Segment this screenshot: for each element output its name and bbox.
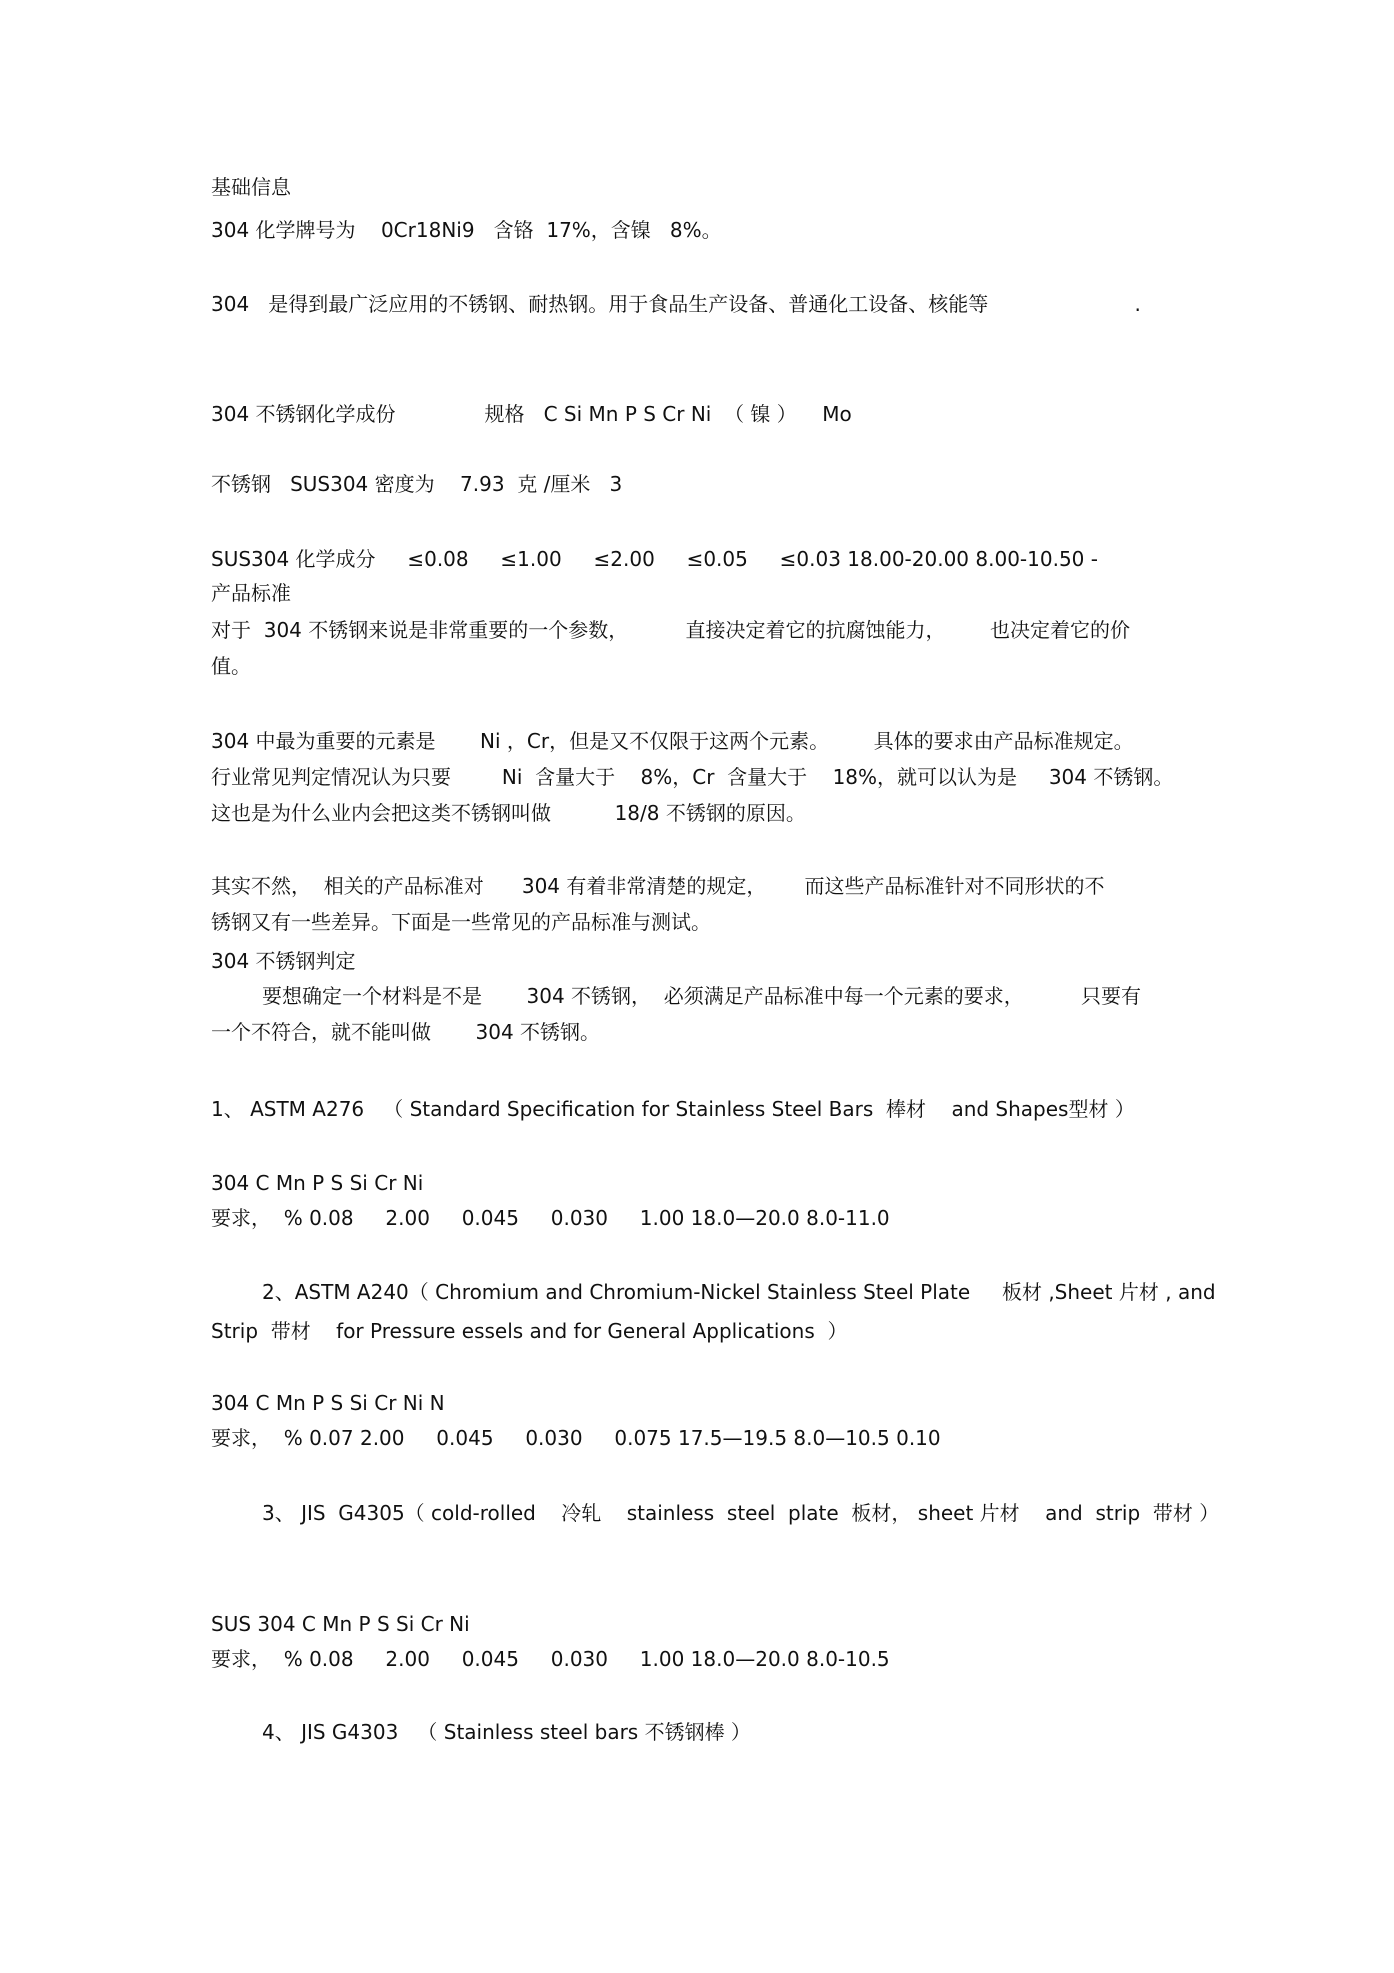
element-list: 304 C Mn P S Si Cr Ni — [211, 1171, 424, 1195]
text-line: 行业常见判定情况认为只要 Ni 含量大于 8%，Cr 含量大于 18%，就可以认为是 304 不锈钢。 — [211, 765, 1174, 789]
text-line: 304 不锈钢化学成份 规格 C Si Mn P S Cr Ni （ 镍 ） Mo — [211, 402, 852, 426]
text-line: Strip 带材 for Pressure essels and for General Applications ） — [211, 1319, 848, 1343]
standard-heading-astm-a240: 2、ASTM A240（ Chromium and Chromium-Nickel Stainless Steel Plate 板材 ,Sheet 片材 , and — [262, 1280, 1216, 1304]
text-line: 值。 — [211, 654, 251, 678]
text-line: 不锈钢 SUS304 密度为 7.93 克 /厘米 3 — [211, 472, 623, 496]
element-list: 304 C Mn P S Si Cr Ni N — [211, 1391, 445, 1415]
element-list: SUS 304 C Mn P S Si Cr Ni — [211, 1612, 470, 1636]
requirement-values: 要求， % 0.07 2.00 0.045 0.030 0.075 17.5—19.5 8.0—10.5 0.10 — [211, 1426, 941, 1450]
standard-heading-astm-a276: 1、 ASTM A276 （ Standard Specification for Stainless Steel Bars 棒材 and Shapes型材 ） — [211, 1097, 1135, 1121]
text-line: 一个不符合，就不能叫做 304 不锈钢。 — [211, 1020, 601, 1044]
text-line: SUS304 化学成分 ≤0.08 ≤1.00 ≤2.00 ≤0.05 ≤0.03 18.00-20.00 8.00-10.50 - — [211, 547, 1098, 571]
text-line: 304 是得到最广泛应用的不锈钢、耐热钢。用于食品生产设备、普通化工设备、核能等 . — [211, 292, 1141, 316]
requirement-values: 要求， % 0.08 2.00 0.045 0.030 1.00 18.0—20.0 8.0-11.0 — [211, 1206, 890, 1230]
requirement-values: 要求， % 0.08 2.00 0.045 0.030 1.00 18.0—20.0 8.0-10.5 — [211, 1647, 890, 1671]
section-heading-product-standard: 产品标准 — [211, 581, 291, 605]
text-line: 对于 304 不锈钢来说是非常重要的一个参数， 直接决定着它的抗腐蚀能力， 也决定着它的价 — [211, 618, 1130, 642]
text-line: 304 中最为重要的元素是 Ni ，Cr，但是又不仅限于这两个元素。 具体的要求由产品标准规定。 — [211, 729, 1134, 753]
text-line: 锈钢又有一些差异。下面是一些常见的产品标准与测试。 — [211, 910, 711, 934]
standard-heading-jis-g4303: 4、 JIS G4303 （ Stainless steel bars 不锈钢棒 ） — [262, 1720, 751, 1744]
text-line: 304 化学牌号为 0Cr18Ni9 含铬 17%，含镍 8%。 — [211, 218, 722, 242]
text-line: 这也是为什么业内会把这类不锈钢叫做 18/8 不锈钢的原因。 — [211, 801, 806, 825]
section-heading-304-judgement: 304 不锈钢判定 — [211, 949, 356, 973]
section-heading-basic-info: 基础信息 — [211, 175, 291, 199]
standard-heading-jis-g4305: 3、 JIS G4305（ cold-rolled 冷轧 stainless steel plate 板材， sheet 片材 and strip 带材 ） — [262, 1501, 1220, 1525]
text-line: 要想确定一个材料是不是 304 不锈钢， 必须满足产品标准中每一个元素的要求， 只要有 — [262, 984, 1141, 1008]
text-line: 其实不然， 相关的产品标准对 304 有着非常清楚的规定， 而这些产品标准针对不同形状的不 — [211, 874, 1105, 898]
